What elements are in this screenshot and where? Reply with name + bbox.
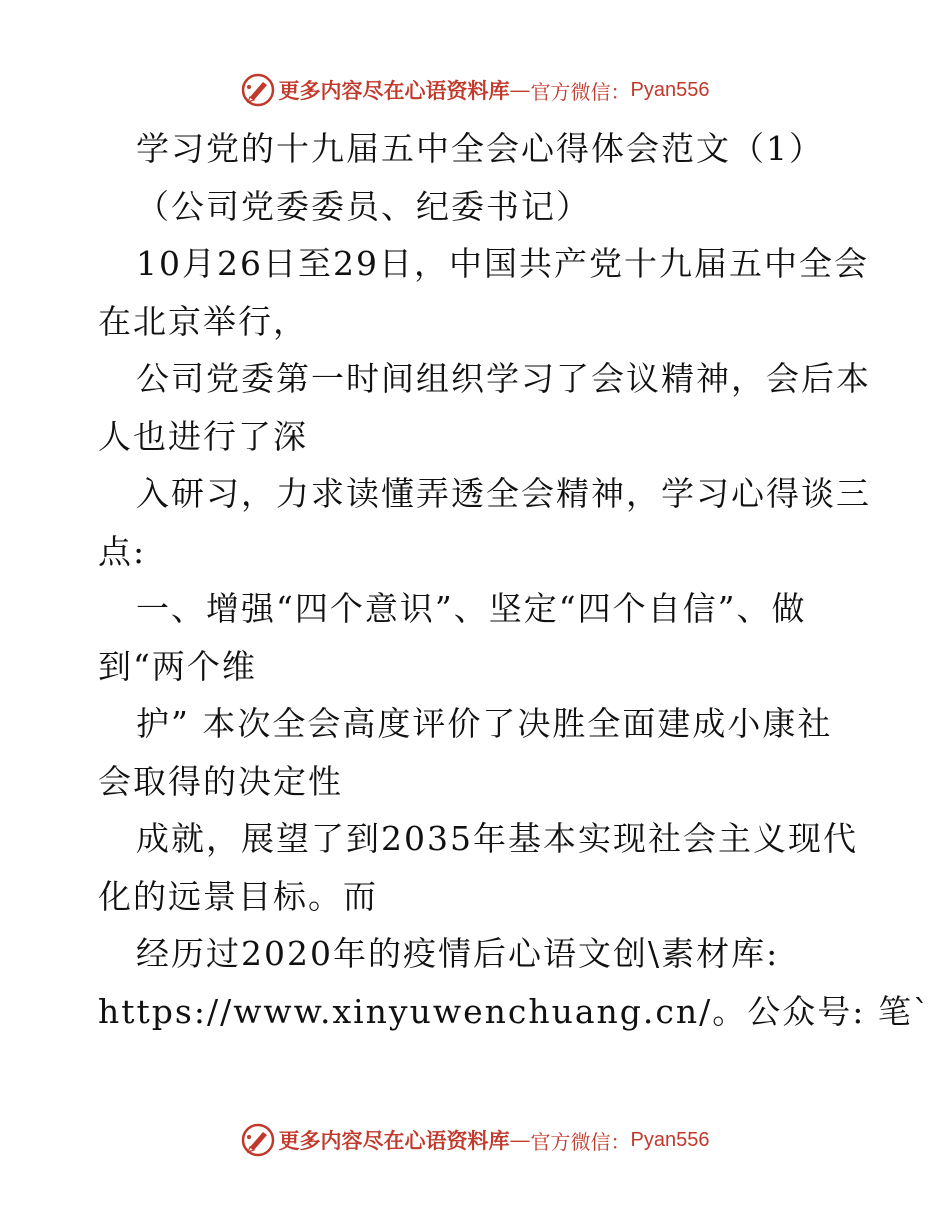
header-wechat-id: Pyan556 — [630, 78, 710, 101]
document-title: 学习党的十九届五中全会心得体会范文（1） — [136, 129, 824, 168]
paragraph-line: 10月26日至29日，中国共产党十九届五中全会 — [136, 244, 869, 283]
footer-wechat-id: Pyan556 — [630, 1128, 710, 1151]
header-wechat-label: 官方微信： — [530, 79, 631, 104]
paragraph-line: 化的远景目标。而 — [98, 876, 378, 916]
document-body — [98, 120, 932, 1040]
paragraph-line: 护” 本次全会高度评价了决胜全面建成小康社 — [136, 704, 833, 743]
paragraph-line: 人也进行了深 — [98, 416, 308, 456]
header-dash: — — [509, 78, 531, 102]
header-brand-text: 更多内容尽在心语资料库 — [278, 78, 510, 103]
section-heading-line: 一、增强“四个意识”、坚定“四个自信”、做 — [136, 589, 807, 628]
footer-wechat-label: 官方微信： — [530, 1129, 631, 1154]
paragraph-line: 会取得的决定性 — [98, 761, 343, 801]
paragraph-line: 在北京举行， — [98, 301, 308, 341]
paragraph-line: https://www.xinyuwenchuang.cn/。公众号: 笔` — [98, 991, 932, 1031]
paragraph-line: 经历过2020年的疫情后心语文创\素材库: — [136, 934, 780, 973]
footer-brand-text: 更多内容尽在心语资料库 — [278, 1128, 510, 1153]
section-heading-line: 到“两个维 — [98, 646, 257, 686]
header-banner — [0, 70, 950, 110]
pen-logo-icon — [241, 73, 275, 107]
paragraph-line: 入研习，力求读懂弄透全会精神，学习心得谈三 — [136, 474, 871, 513]
document-subtitle: （公司党委委员、纪委书记） — [136, 186, 591, 226]
paragraph-line: 公司党委第一时间组织学习了会议精神，会后本 — [136, 359, 871, 398]
paragraph-line: 点: — [98, 531, 147, 571]
pen-logo-icon — [241, 1123, 275, 1157]
footer-banner — [0, 1120, 950, 1160]
paragraph-line: 成就，展望了到2035年基本实现社会主义现代 — [136, 819, 858, 858]
footer-dash: — — [509, 1128, 531, 1152]
